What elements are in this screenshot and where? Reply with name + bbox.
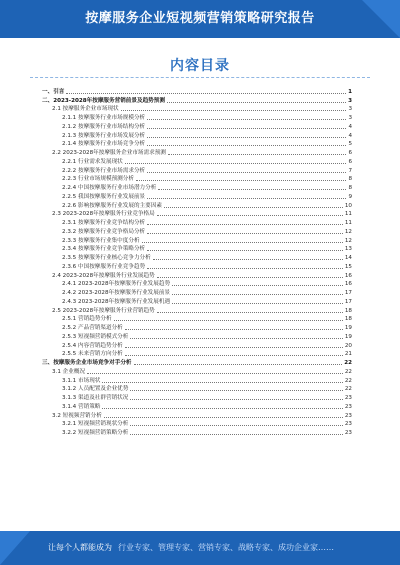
toc-entry-label: 2.3.2 按摩服务行业竞争格局分析 xyxy=(62,228,146,235)
toc-entry-leader xyxy=(147,119,346,120)
toc-entry-leader xyxy=(172,285,343,286)
toc-entry[interactable] xyxy=(42,288,352,297)
toc-entry[interactable] xyxy=(42,411,352,420)
toc-entry-page: 18 xyxy=(344,307,352,314)
toc-entry-page: 9 xyxy=(348,193,352,200)
toc-entry[interactable] xyxy=(42,402,352,411)
toc-entry-label: 2.1.4 按摩服务行业市场竞争分析 xyxy=(62,141,146,148)
toc-entry[interactable] xyxy=(42,253,352,262)
toc-entry[interactable] xyxy=(42,297,352,306)
toc-entry-label: 2.1 按摩服务企业市场现状 xyxy=(52,106,119,113)
toc-entry-label: 3.1.4 营销策略 xyxy=(62,403,101,410)
toc-entry-label: 2.2.6 影响按摩服务行业发展的主要因素 xyxy=(62,202,162,209)
toc-entry-page: 14 xyxy=(344,255,352,261)
toc-entry-page: 7 xyxy=(348,167,352,174)
toc-entry-page: 23 xyxy=(344,412,352,419)
toc-entry-label: 2.2.4 中国按摩服务行业市场潜力分析 xyxy=(62,185,157,191)
toc-entry-page: 22 xyxy=(344,377,352,384)
toc-entry[interactable] xyxy=(42,350,352,359)
toc-entry-label: 2.4 2023-2028年按摩服务行业发展趋势 xyxy=(52,272,155,279)
toc-entry[interactable] xyxy=(42,157,352,166)
toc-entry[interactable] xyxy=(42,306,352,315)
toc-entry[interactable] xyxy=(42,148,352,157)
toc-entry-leader xyxy=(167,102,346,103)
toc-entry-leader xyxy=(172,303,343,304)
toc-entry-label: 3.1.3 渠道及社群营销状况 xyxy=(62,395,129,401)
toc-entry-leader xyxy=(125,329,343,330)
toc-entry-leader xyxy=(147,250,343,251)
toc-entry-label: 2.5.3 短视频营销模式分析 xyxy=(62,333,129,340)
toc-title-divider xyxy=(30,77,370,78)
toc-entry-page: 15 xyxy=(344,263,352,270)
toc-entry-page: 23 xyxy=(344,395,352,401)
footer-banner xyxy=(0,531,400,565)
toc-entry[interactable] xyxy=(42,315,352,324)
toc-entry[interactable] xyxy=(42,218,352,227)
toc-entry[interactable] xyxy=(42,122,352,131)
toc-entry-page: 16 xyxy=(344,272,352,279)
toc-entry-label: 三、按摩服务企业市场竞争对手分析 xyxy=(42,360,132,366)
toc-entry[interactable] xyxy=(42,131,352,140)
toc-entry-page: 18 xyxy=(344,316,352,323)
toc-entry[interactable] xyxy=(42,393,352,402)
footer-slogan xyxy=(48,531,334,565)
toc-entry-leader xyxy=(121,110,347,111)
toc-entry[interactable] xyxy=(42,227,352,236)
toc-entry[interactable] xyxy=(42,236,352,245)
toc-entry-leader xyxy=(130,425,343,426)
toc-entry-label: 3.2 短视频营销分析 xyxy=(52,412,102,419)
toc-entry[interactable] xyxy=(42,358,352,367)
toc-entry-leader xyxy=(157,277,343,278)
toc-entry-leader xyxy=(147,145,346,146)
toc-entry-leader xyxy=(147,268,343,269)
toc-entry-label: 2.5.1 营销趋势分析 xyxy=(62,316,112,323)
toc-entry-leader xyxy=(136,180,346,181)
toc-entry-leader xyxy=(102,382,342,383)
toc-entry-leader xyxy=(157,215,343,216)
toc-entry-leader xyxy=(153,259,343,260)
toc-entry-page: 4 xyxy=(348,123,352,130)
toc-entry-page: 22 xyxy=(344,368,352,375)
toc-entry-label: 2.1.1 按摩服务行业市场规模分析 xyxy=(62,115,146,121)
toc-entry-page: 20 xyxy=(344,342,352,349)
toc-entry-page: 23 xyxy=(344,421,352,428)
toc-entry-leader xyxy=(164,207,343,208)
toc-entry-leader xyxy=(147,224,343,225)
toc-entry-page: 19 xyxy=(344,333,352,340)
toc-entry-label: 2.5.2 产品营销渠道分析 xyxy=(62,325,123,331)
toc-entry-page: 6 xyxy=(348,150,352,156)
toc-entry[interactable] xyxy=(42,323,352,332)
toc-entry[interactable] xyxy=(42,192,352,201)
toc-entry-label: 2.4.1 2023-2028年按摩服务行业发展趋势 xyxy=(62,281,171,288)
toc-entry[interactable] xyxy=(42,201,352,210)
toc-entry-leader xyxy=(114,320,343,321)
toc-entry-leader xyxy=(130,434,343,435)
toc-entry-page: 1 xyxy=(348,88,352,95)
toc-entry-label: 2.3.1 按摩服务行业竞争结构分析 xyxy=(62,220,146,226)
toc-entry-page: 22 xyxy=(344,386,352,393)
footer-slogan-text: 让每个人都能成为 xyxy=(48,543,112,552)
toc-entry-label: 3.2.1 短视频营销现状分析 xyxy=(62,421,129,428)
toc-entry-leader xyxy=(66,93,346,94)
toc-entry[interactable] xyxy=(42,367,352,376)
toc-entry[interactable] xyxy=(42,262,352,271)
toc-entry-page: 11 xyxy=(344,220,352,226)
toc-entry[interactable] xyxy=(42,428,352,437)
toc-entry-leader xyxy=(104,417,343,418)
toc-entry[interactable] xyxy=(42,96,352,105)
toc-entry-page: 19 xyxy=(344,325,352,331)
toc-entry-leader xyxy=(157,312,343,313)
toc-entry-leader xyxy=(147,172,346,173)
toc-entry-label: 2.1.3 按摩服务行业市场发展分析 xyxy=(62,132,146,139)
toc-entry-leader xyxy=(168,154,347,155)
toc-entry-leader xyxy=(172,294,343,295)
footer-slogan-roles: 行业专家、管理专家、营销专家、战略专家、成功企业家…… xyxy=(118,543,334,552)
toc-entry-label: 2.2.1 行业需求发展现状 xyxy=(62,158,123,165)
toc-entry-page: 23 xyxy=(344,403,352,410)
toc-entry[interactable] xyxy=(42,280,352,289)
toc-entry-leader xyxy=(147,128,346,129)
toc-entry-label: 2.3.6 中国按摩服务行业竞争趋势 xyxy=(62,263,146,270)
toc-entry-leader xyxy=(130,338,343,339)
toc-entry-leader xyxy=(142,242,343,243)
toc-entry-label: 2.1.2 按摩服务行业市场结构分析 xyxy=(62,123,146,130)
toc-entry-leader xyxy=(130,390,343,391)
toc-entry-label: 3.1.1 市场现状 xyxy=(62,377,101,384)
toc-entry[interactable] xyxy=(42,87,352,96)
toc-entry-label: 2.3.3 按摩服务行业集中度分析 xyxy=(62,237,140,244)
toc-entry-page: 17 xyxy=(344,290,352,296)
toc-entry-page: 16 xyxy=(344,281,352,288)
toc-entry-page: 11 xyxy=(344,211,352,218)
toc-entry-leader xyxy=(125,355,343,356)
toc-entry-label: 二、2023-2028年按摩服务营销前景及趋势预测 xyxy=(42,97,165,104)
toc-entry-label: 2.5.4 内容营销趋势分析 xyxy=(62,342,123,349)
toc-entry-leader xyxy=(134,364,343,365)
toc-entry-page: 12 xyxy=(344,228,352,235)
toc-entry-page: 10 xyxy=(344,202,352,209)
footer-corner-decoration xyxy=(0,531,30,565)
toc-entry[interactable] xyxy=(42,376,352,385)
toc-entry[interactable] xyxy=(42,420,352,429)
toc-entry-label: 2.4.2 2023-2028年按摩服务行业发展前景 xyxy=(62,290,171,296)
toc-entry-label: 2.3.5 按摩服务行业核心竞争力分析 xyxy=(62,255,151,261)
toc-entry-label: 2.5 2023-2028年按摩服务行业营销趋势 xyxy=(52,307,155,314)
toc-entry-page: 22 xyxy=(344,360,352,366)
toc-entry-leader xyxy=(158,189,346,190)
toc-entry-label: 一、引言 xyxy=(42,88,65,95)
toc-entry-page: 21 xyxy=(344,351,352,358)
toc-entry-page: 3 xyxy=(348,115,352,121)
toc-entry-leader xyxy=(102,408,342,409)
toc-entry-leader xyxy=(125,163,347,164)
toc-entry-label: 2.3.4 按摩服务行业竞争策略分析 xyxy=(62,246,146,253)
toc-entry-label: 3.1 企业概况 xyxy=(52,368,86,375)
toc-entry[interactable] xyxy=(42,385,352,394)
toc-entry-label: 3.1.2 人员配置及企业优势 xyxy=(62,386,129,393)
toc-entry-label: 2.2.2 按摩服务行业市场需求分析 xyxy=(62,167,146,174)
toc-entry-label: 2.3 2023-2028年按摩服务行业竞争格局 xyxy=(52,211,155,218)
toc-entry-label: 2.2.5 我国按摩服务行业发展前景 xyxy=(62,193,146,200)
toc-entry-leader xyxy=(87,373,343,374)
toc-title: 内容目录 xyxy=(170,58,230,74)
toc-entry-label: 2.4.3 2023-2028年按摩服务行业发展机遇 xyxy=(62,298,171,305)
toc-entry-page: 3 xyxy=(348,106,352,113)
toc-entry-page: 8 xyxy=(348,185,352,191)
report-header xyxy=(0,0,400,38)
table-of-contents xyxy=(42,87,352,437)
toc-entry[interactable] xyxy=(42,245,352,254)
toc-entry-leader xyxy=(147,233,343,234)
toc-entry-page: 3 xyxy=(348,97,352,104)
toc-entry-label: 3.2.2 短视频营销策略分析 xyxy=(62,430,129,436)
toc-entry-page: 13 xyxy=(344,246,352,253)
toc-entry[interactable] xyxy=(42,105,352,114)
toc-entry-label: 2.5.5 未来营销方向分析 xyxy=(62,351,123,358)
header-corner-decoration xyxy=(362,0,400,38)
toc-entry[interactable] xyxy=(42,183,352,192)
toc-entry-page: 4 xyxy=(348,132,352,139)
toc-entry[interactable] xyxy=(42,332,352,341)
toc-entry-leader xyxy=(147,137,346,138)
toc-entry-page: 12 xyxy=(344,237,352,244)
toc-entry-leader xyxy=(130,399,343,400)
toc-entry[interactable] xyxy=(42,175,352,184)
toc-entry-label: 2.2 2023-2028年按摩服务企业市场需求预测 xyxy=(52,150,166,156)
toc-entry[interactable] xyxy=(42,113,352,122)
toc-entry-leader xyxy=(125,347,343,348)
toc-entry-leader xyxy=(147,198,346,199)
toc-entry[interactable] xyxy=(42,271,352,280)
toc-entry-page: 8 xyxy=(348,176,352,183)
toc-entry[interactable] xyxy=(42,140,352,149)
toc-entry[interactable] xyxy=(42,210,352,219)
toc-entry-label: 2.2.3 行业市场规模预测分析 xyxy=(62,176,134,183)
toc-entry-page: 5 xyxy=(348,141,352,148)
toc-entry[interactable] xyxy=(42,341,352,350)
toc-entry-page: 17 xyxy=(344,298,352,305)
report-title: 按摩服务企业短视频营销策略研究报告 xyxy=(85,11,315,26)
toc-entry-page: 6 xyxy=(348,158,352,165)
toc-entry[interactable] xyxy=(42,166,352,175)
toc-entry-page: 23 xyxy=(344,430,352,436)
